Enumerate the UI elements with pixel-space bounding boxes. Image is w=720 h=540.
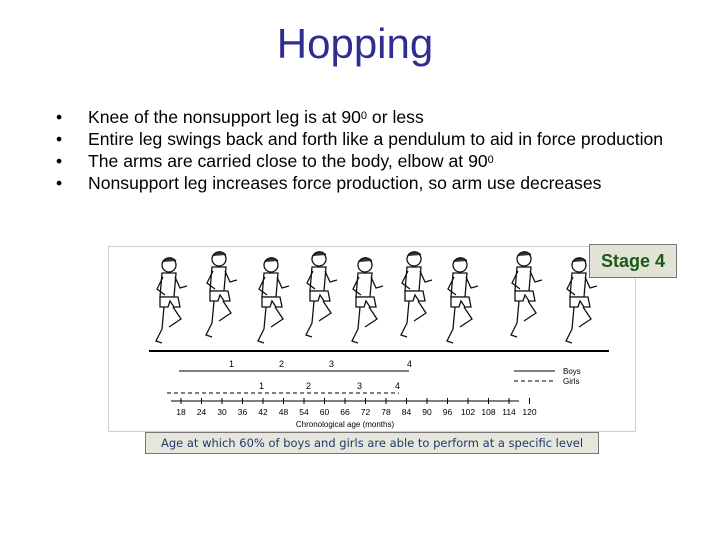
figure-svg — [109, 247, 635, 431]
bullet-item: • Nonsupport leg increases force production, so arm use decreases — [56, 173, 602, 193]
girls-stage-label: 1 — [259, 381, 265, 391]
age-axis-tick-label: 48 — [278, 407, 289, 417]
age-axis-tick-label: 102 — [460, 407, 476, 417]
hopping-child-figure — [447, 258, 478, 343]
age-axis-tick-label: 84 — [401, 407, 412, 417]
hopping-child-figure — [401, 252, 432, 337]
age-axis-tick-label: 108 — [481, 407, 496, 417]
age-axis-tick-label: 90 — [422, 407, 432, 417]
age-axis-tick-label: 72 — [360, 407, 371, 417]
girls-stage-label: 4 — [395, 381, 401, 391]
age-axis-tick-label: 66 — [340, 407, 350, 417]
age-axis-tick-label: 78 — [381, 407, 391, 417]
legend-boys-label: Boys — [563, 367, 581, 376]
boys-stage-label: 3 — [329, 359, 335, 369]
figure-caption: Age at which 60% of boys and girls are able to perform at a specific level — [145, 432, 599, 454]
boys-stage-label: 1 — [229, 359, 235, 369]
hopping-child-figure — [156, 258, 187, 343]
boys-stage-label: 4 — [407, 359, 413, 369]
hopping-child-figure — [511, 252, 542, 337]
bullet-icon: • — [56, 151, 63, 171]
age-axis-tick-label: 96 — [442, 407, 453, 417]
hopping-figures — [156, 252, 597, 343]
age-axis-tick-label: 42 — [258, 407, 268, 417]
bullet-list — [56, 106, 696, 194]
age-axis-tick-label: 30 — [217, 407, 227, 417]
bullet-item: • Entire leg swings back and forth like a pendulum to aid in force production — [56, 129, 664, 149]
age-axis-tick-label: 36 — [237, 407, 248, 417]
age-axis-tick-label: 24 — [196, 407, 207, 417]
bullet-icon: • — [56, 107, 63, 127]
legend-girls-label: Girls — [563, 377, 580, 386]
boys-stage-label: 2 — [279, 359, 285, 369]
hopping-child-figure — [258, 258, 289, 343]
age-axis-tick-label: 54 — [299, 407, 309, 417]
bullet-item: • Knee of the nonsupport leg is at $90^0$ or less — [56, 107, 424, 127]
age-axis-tick-label: 60 — [319, 407, 330, 417]
stage-label-box: Stage 4 — [589, 244, 677, 278]
slide-title: Hopping — [276, 20, 434, 67]
hopping-child-figure — [352, 258, 383, 343]
bullet-icon: • — [56, 129, 63, 149]
hopping-child-figure — [206, 252, 237, 337]
bullet-icon: • — [56, 173, 63, 193]
hopping-stages-figure — [108, 246, 636, 432]
age-axis-tick-label: 120 — [522, 407, 537, 417]
age-axis-tick-label: 114 — [502, 407, 516, 417]
age-axis-label: Chronological age (months) — [295, 420, 395, 429]
bullet-item: • The arms are carried close to the body, elbow at $90^0$ — [56, 151, 494, 171]
girls-stage-label: 3 — [357, 381, 363, 391]
girls-stage-label: 2 — [306, 381, 312, 391]
age-axis-tick-label: 18 — [176, 407, 186, 417]
hopping-child-figure — [306, 252, 337, 337]
